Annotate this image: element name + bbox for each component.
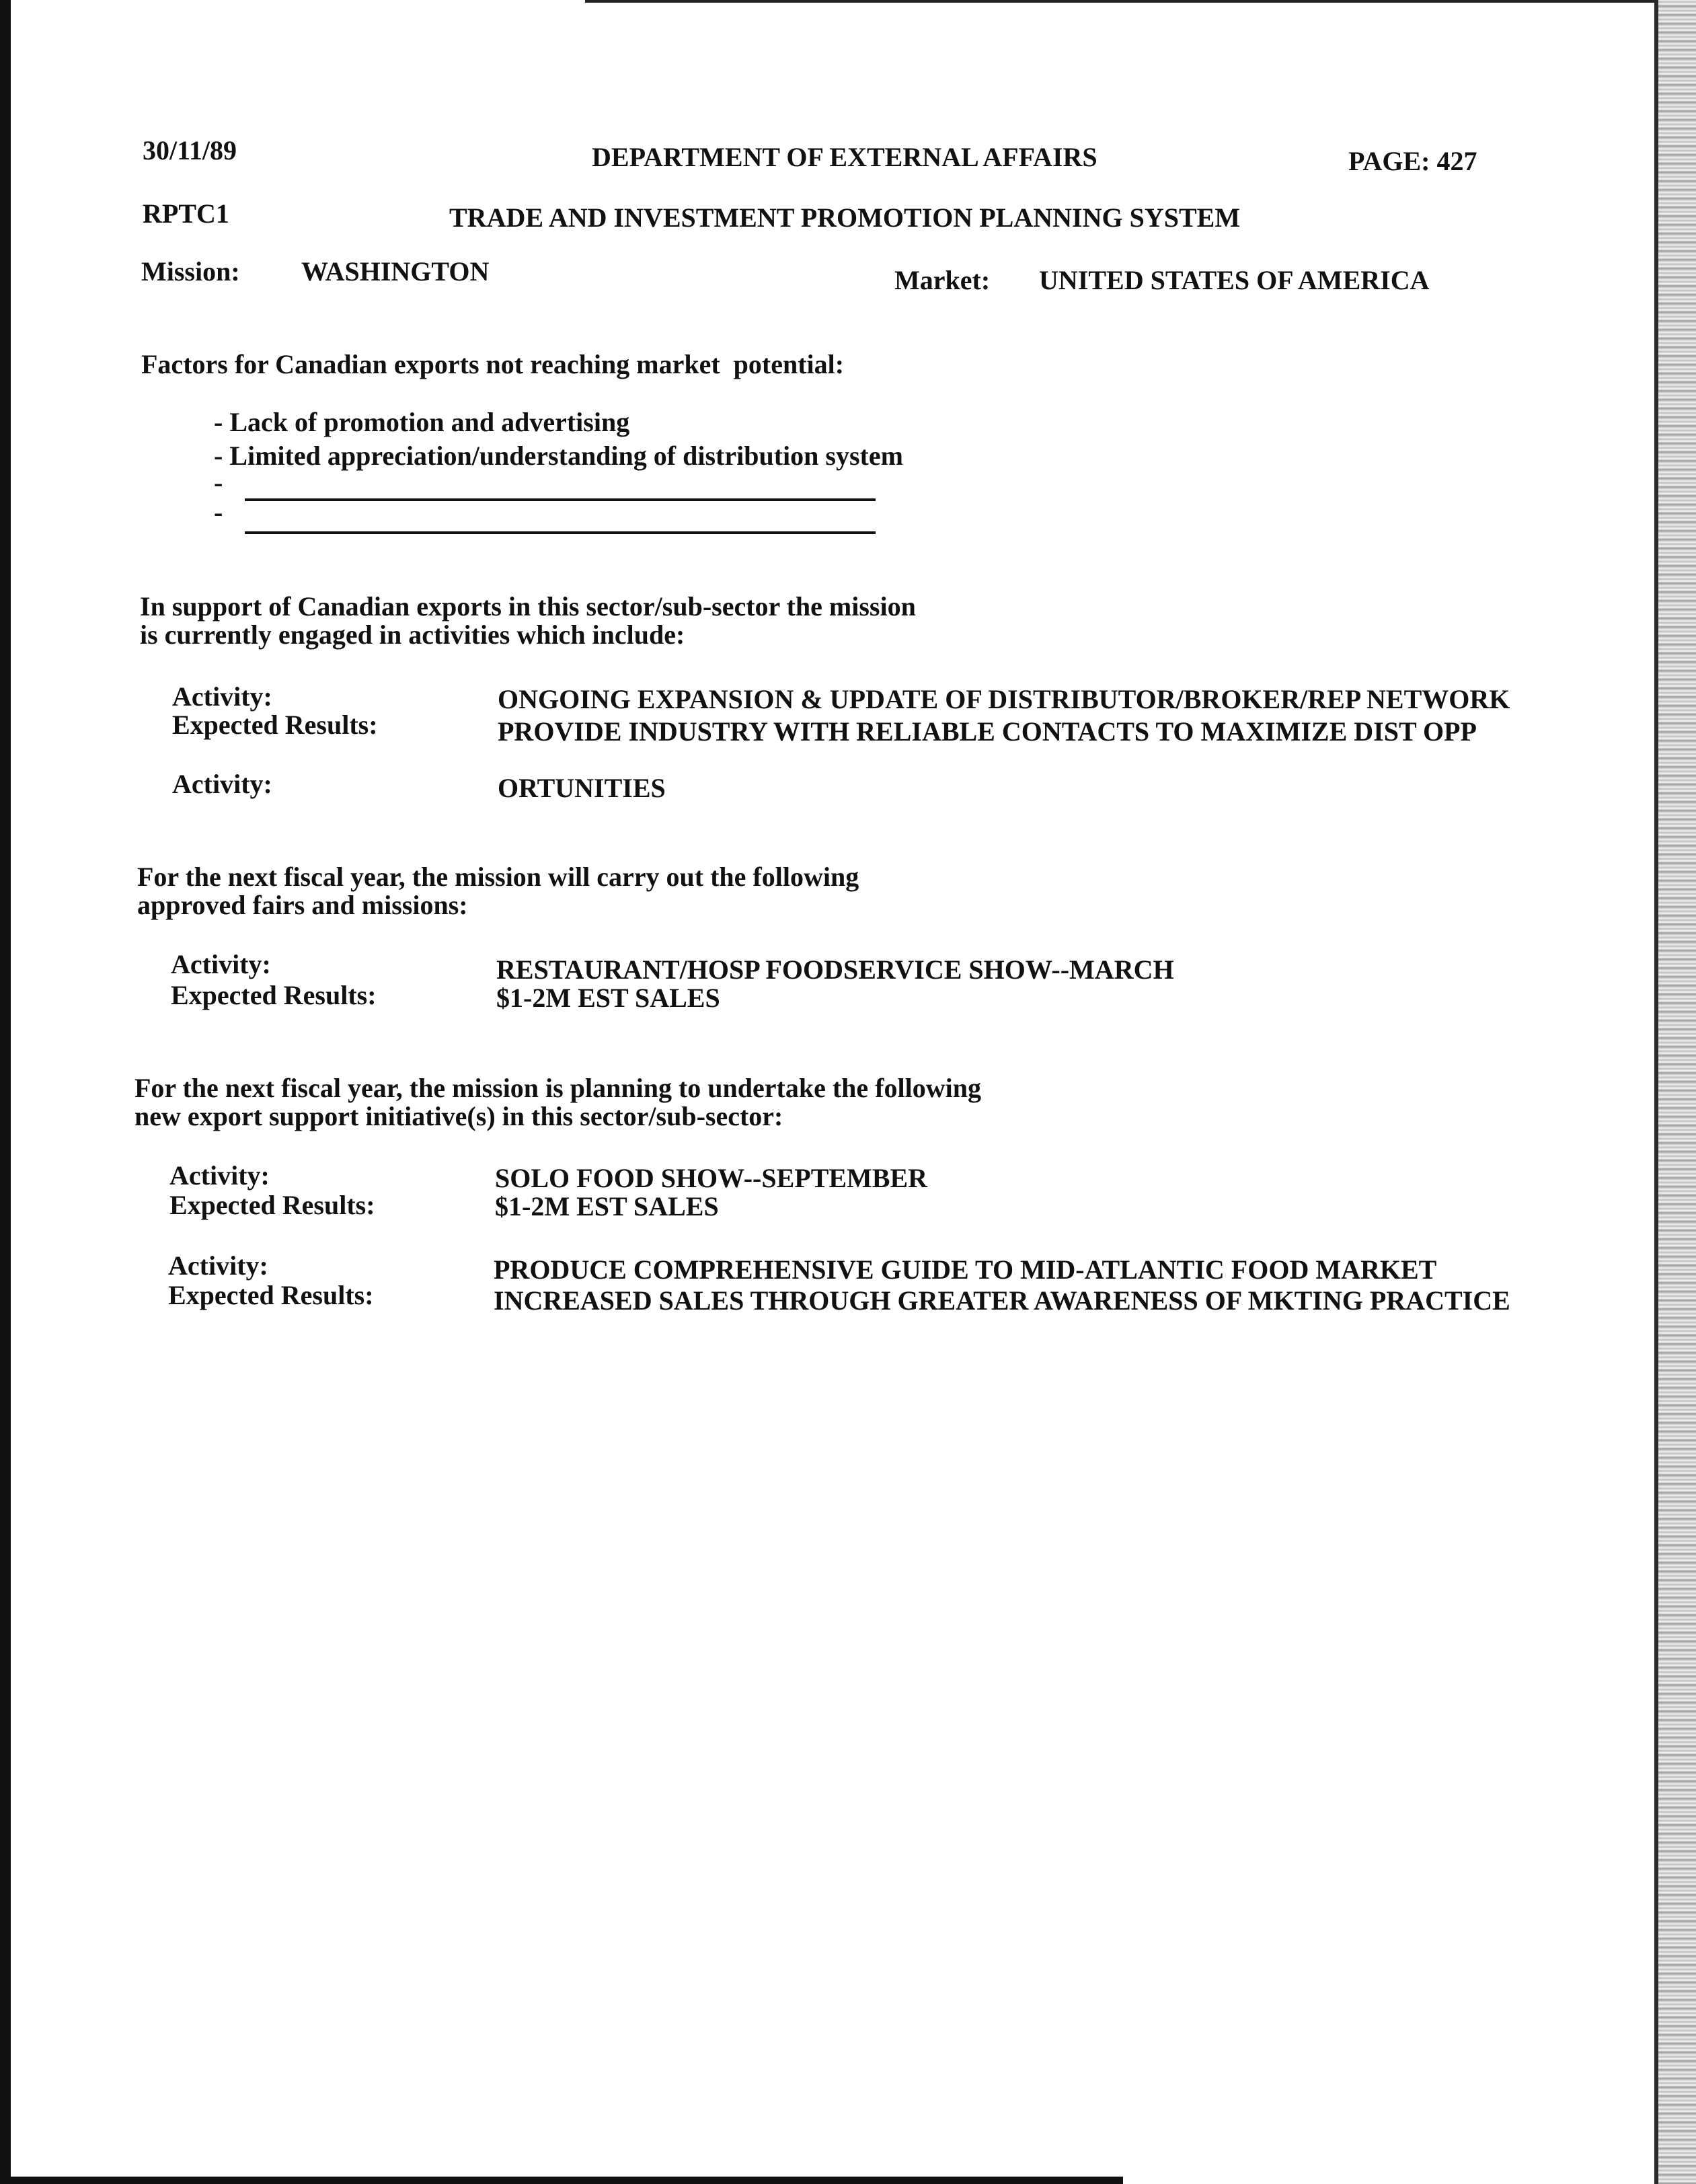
planned-intro-line-2: new export support initiative(s) in this sector/sub-sector: (134, 1101, 783, 1131)
approved-activity-1-label: Activity: (171, 949, 271, 979)
scan-edge-right-line (1654, 0, 1658, 2184)
scan-edge-left (0, 0, 11, 2184)
scan-edge-top (585, 0, 1696, 3)
current-results-1: PROVIDE INDUSTRY WITH RELIABLE CONTACTS TO MAXIMIZE DIST OPP (498, 716, 1477, 747)
planned-activity-2: PRODUCE COMPREHENSIVE GUIDE TO MID-ATLANTIC FOOD MARKET (494, 1254, 1437, 1285)
factors-heading: Factors for Canadian exports not reaching market potential: (141, 349, 845, 379)
planned-intro-line-1: For the next fiscal year, the mission is planning to undertake the following (134, 1073, 981, 1103)
current-results-1-label: Expected Results: (172, 710, 378, 740)
mission-label: Mission: (141, 256, 240, 287)
page-number: PAGE: 427 (1348, 146, 1477, 176)
system-title: TRADE AND INVESTMENT PROMOTION PLANNING SYSTEM (449, 202, 1241, 233)
approved-intro-line-1: For the next fiscal year, the mission will carry out the following (137, 862, 859, 892)
current-activity-2-label: Activity: (172, 769, 272, 799)
report-date: 30/11/89 (143, 135, 237, 165)
approved-activity-1: RESTAURANT/HOSP FOODSERVICE SHOW--MARCH (496, 954, 1174, 985)
planned-activity-1: SOLO FOOD SHOW--SEPTEMBER (495, 1163, 928, 1193)
factor-item-1: - Lack of promotion and advertising (214, 407, 630, 437)
current-intro-line-1: In support of Canadian exports in this sector/sub-sector the mission (140, 591, 916, 622)
department-title: DEPARTMENT OF EXTERNAL AFFAIRS (592, 142, 1097, 172)
planned-results-2: INCREASED SALES THROUGH GREATER AWARENESS OF MKTING PRACTICE (494, 1285, 1510, 1316)
blank-line-1 (245, 498, 876, 501)
planned-results-1: $1-2M EST SALES (495, 1191, 719, 1221)
factor-item-2: - Limited appreciation/understanding of distribution system (214, 441, 903, 471)
mission-value: WASHINGTON (301, 256, 490, 287)
planned-results-2-label: Expected Results: (168, 1280, 374, 1310)
current-activity-1-label: Activity: (172, 681, 272, 712)
approved-results-1-label: Expected Results: (171, 980, 377, 1010)
factor-item-4: - (214, 497, 223, 527)
planned-activity-2-label: Activity: (168, 1250, 268, 1281)
current-activity-2: ORTUNITIES (498, 773, 666, 803)
scan-edge-right (1656, 0, 1696, 2184)
market-label: Market: (894, 265, 991, 295)
factor-item-3: - (214, 467, 223, 498)
report-code: RPTC1 (143, 198, 229, 229)
planned-results-1-label: Expected Results: (169, 1190, 375, 1220)
current-intro-line-2: is currently engaged in activities which include: (140, 619, 685, 650)
approved-intro-line-2: approved fairs and missions: (137, 890, 468, 920)
planned-activity-1-label: Activity: (169, 1160, 270, 1191)
scan-edge-bottom (0, 2177, 1123, 2184)
approved-results-1: $1-2M EST SALES (496, 983, 720, 1013)
market-value: UNITED STATES OF AMERICA (1039, 265, 1430, 295)
current-activity-1: ONGOING EXPANSION & UPDATE OF DISTRIBUTOR/BROKER/REP NETWORK (498, 684, 1510, 714)
blank-line-2 (245, 531, 876, 534)
